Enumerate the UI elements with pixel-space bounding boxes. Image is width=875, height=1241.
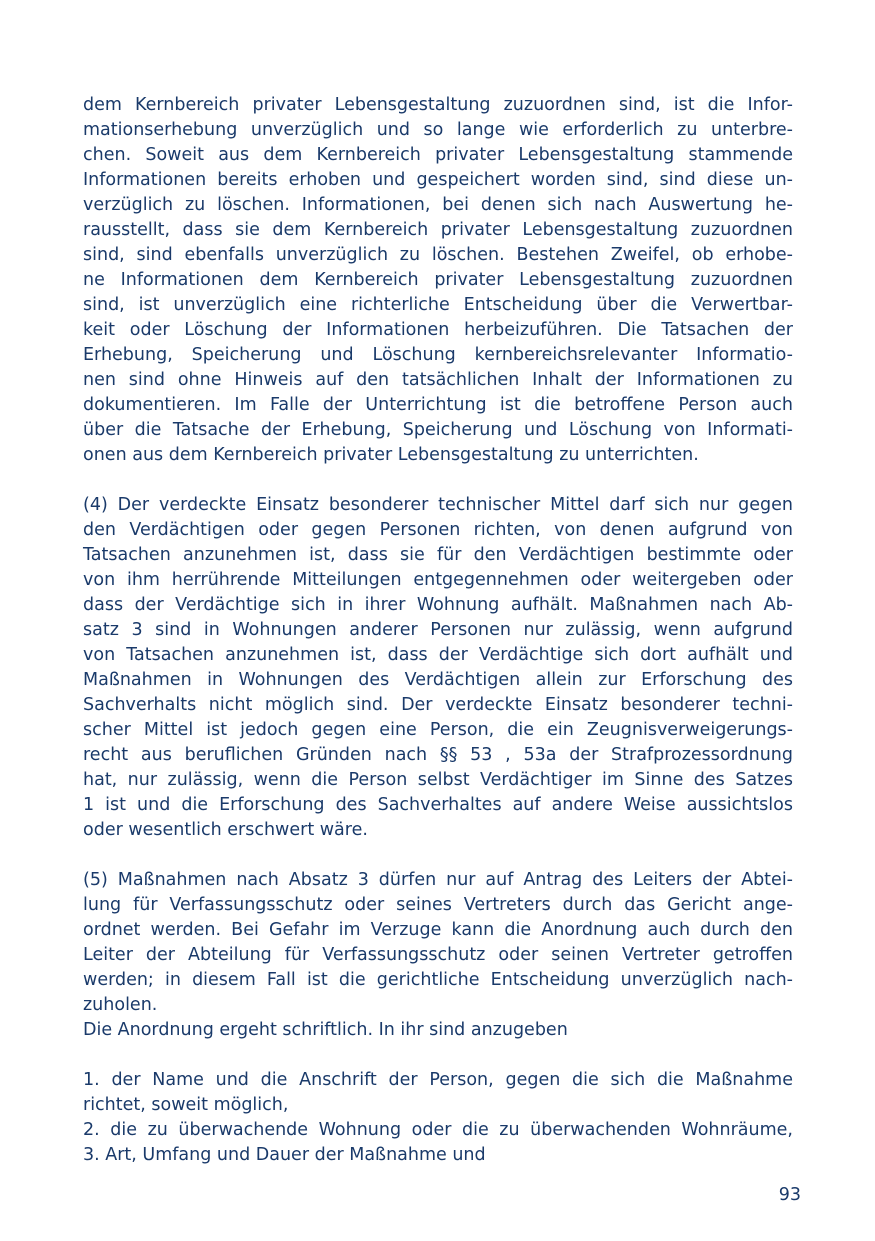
- text-line: scher Mittel ist jedoch gegen eine Person, die ein Zeugnisverweigerungs-: [83, 720, 793, 740]
- text-line: hat, nur zulässig, wenn die Person selbst Verdächtiger im Sinne des Satzes: [83, 770, 793, 790]
- text-line: dass der Verdächtige sich in ihrer Wohnung aufhält. Maßnahmen nach Ab-: [83, 595, 793, 615]
- text-line: mationserhebung unverzüglich und so lange wie erforderlich zu unterbre-: [83, 120, 793, 140]
- text-line: recht aus beruflichen Gründen nach §§ 53 , 53a der Strafprozessordnung: [83, 745, 793, 765]
- text-line: lung für Verfassungsschutz oder seines Vertreters durch das Gericht ange-: [83, 895, 793, 915]
- text-line: dem Kernbereich privater Lebensgestaltung zuzuordnen sind, ist die Infor-: [83, 95, 793, 115]
- text-line: chen. Soweit aus dem Kernbereich privater Lebensgestaltung stammende: [83, 145, 793, 165]
- text-line: sind, ist unverzüglich eine richterliche Entscheidung über die Verwertbar-: [83, 295, 793, 315]
- text-line: Die Anordnung ergeht schriftlich. In ihr sind anzugeben: [83, 1020, 568, 1040]
- text-line: von Tatsachen anzunehmen ist, dass der Verdächtige sich dort aufhält und: [83, 645, 793, 665]
- list-item: 3. Art, Umfang und Dauer der Maßnahme und: [83, 1145, 486, 1165]
- text-line: zuholen.: [83, 995, 158, 1015]
- text-line: dokumentieren. Im Falle der Unterrichtung ist die betroffene Person auch: [83, 395, 793, 415]
- paragraph-gap: [83, 468, 793, 493]
- text-line: oder wesentlich erschwert wäre.: [83, 820, 368, 840]
- page-body: [83, 93, 793, 1168]
- text-line: Maßnahmen in Wohnungen des Verdächtigen allein zur Erforschung des: [83, 670, 793, 690]
- paragraph-absatz-5: [83, 868, 793, 1043]
- text-line: onen aus dem Kernbereich privater Lebensgestaltung zu unterrichten.: [83, 445, 699, 465]
- paragraph-absatz-4: [83, 493, 793, 843]
- text-line: keit oder Löschung der Informationen herbeizuführen. Die Tatsachen der: [83, 320, 793, 340]
- list-item: 2. die zu überwachende Wohnung oder die zu überwachenden Wohnräume,: [83, 1120, 793, 1140]
- text-line: den Verdächtigen oder gegen Personen richten, von denen aufgrund von: [83, 520, 793, 540]
- text-line: sind, sind ebenfalls unverzüglich zu löschen. Bestehen Zweifel, ob erhobe-: [83, 245, 793, 265]
- text-line: (4) Der verdeckte Einsatz besonderer technischer Mittel darf sich nur gegen: [83, 495, 793, 515]
- text-line: Erhebung, Speicherung und Löschung kernbereichsrelevanter Informatio-: [83, 345, 793, 365]
- text-line: von ihm herrührende Mitteilungen entgegennehmen oder weitergeben oder: [83, 570, 793, 590]
- list-item: richtet, soweit möglich,: [83, 1095, 289, 1115]
- paragraph-kernbereich: [83, 93, 793, 468]
- text-line: ordnet werden. Bei Gefahr im Verzuge kann die Anordnung auch durch den: [83, 920, 793, 940]
- numbered-list: [83, 1068, 793, 1168]
- text-line: rausstellt, dass sie dem Kernbereich privater Lebensgestaltung zuzuordnen: [83, 220, 793, 240]
- text-line: Sachverhalts nicht möglich sind. Der verdeckte Einsatz besonderer techni-: [83, 695, 793, 715]
- text-line: ne Informationen dem Kernbereich privater Lebensgestaltung zuzuordnen: [83, 270, 793, 290]
- text-line: 1 ist und die Erforschung des Sachverhaltes auf andere Weise aussichtslos: [83, 795, 793, 815]
- text-line: (5) Maßnahmen nach Absatz 3 dürfen nur auf Antrag des Leiters der Abtei-: [83, 870, 793, 890]
- paragraph-gap: [83, 843, 793, 868]
- list-item: 1. der Name und die Anschrift der Person, gegen die sich die Maßnahme: [83, 1070, 793, 1090]
- text-line: Informationen bereits erhoben und gespeichert worden sind, sind diese un-: [83, 170, 793, 190]
- text-line: Tatsachen anzunehmen ist, dass sie für den Verdächtigen bestimmte oder: [83, 545, 793, 565]
- text-line: satz 3 sind in Wohnungen anderer Personen nur zulässig, wenn aufgrund: [83, 620, 793, 640]
- text-line: werden; in diesem Fall ist die gerichtliche Entscheidung unverzüglich nach-: [83, 970, 793, 990]
- text-line: verzüglich zu löschen. Informationen, bei denen sich nach Auswertung he-: [83, 195, 793, 215]
- paragraph-gap: [83, 1043, 793, 1068]
- text-line: Leiter der Abteilung für Verfassungsschutz oder seinen Vertreter getroffen: [83, 945, 793, 965]
- page-number: 93: [778, 1185, 801, 1205]
- text-line: über die Tatsache der Erhebung, Speicherung und Löschung von Informati-: [83, 420, 793, 440]
- text-line: nen sind ohne Hinweis auf den tatsächlichen Inhalt der Informationen zu: [83, 370, 793, 390]
